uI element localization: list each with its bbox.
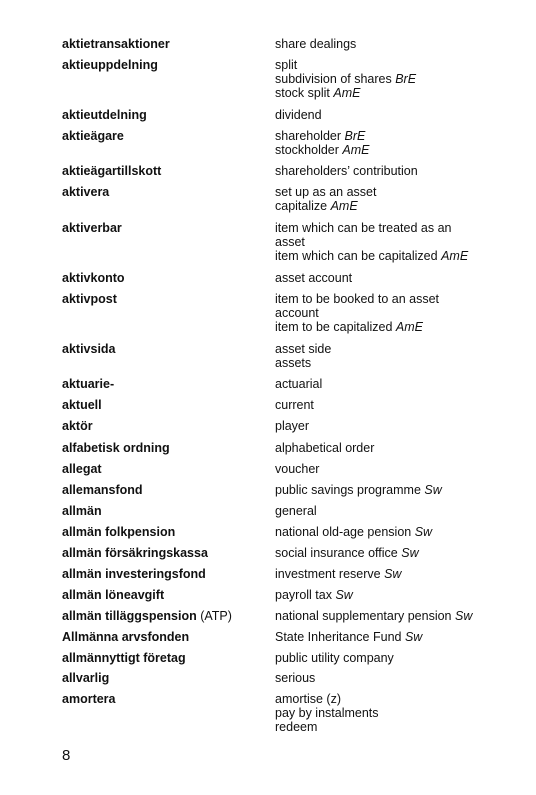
translation-line xyxy=(275,588,525,602)
headword-text: aktieutdelning xyxy=(62,108,147,122)
translation-block xyxy=(275,630,525,644)
translation-line xyxy=(275,72,525,86)
headword xyxy=(62,419,93,433)
headword-text: allmän investeringsfond xyxy=(62,567,206,581)
headword-text: amortera xyxy=(62,692,116,706)
headword xyxy=(62,671,109,685)
translation-line xyxy=(275,164,525,178)
translation-block xyxy=(275,651,525,665)
translation-text: social insurance office xyxy=(275,546,402,560)
translation-line xyxy=(275,377,525,391)
usage-label: AmE xyxy=(333,86,361,100)
headword xyxy=(62,441,170,455)
usage-label: Sw xyxy=(335,588,353,602)
translation-text: general xyxy=(275,504,317,518)
headword-text: allemansfond xyxy=(62,483,143,497)
translation-block xyxy=(275,441,525,455)
translation-text: item which can be treated as an xyxy=(275,221,452,235)
headword xyxy=(62,462,102,476)
translation-block xyxy=(275,609,525,623)
translation-line xyxy=(275,567,525,581)
translation-text: shareholders’ contribution xyxy=(275,164,418,178)
headword xyxy=(62,609,232,623)
translation-line xyxy=(275,221,525,235)
translation-block xyxy=(275,185,525,213)
translation-block xyxy=(275,525,525,539)
translation-text: player xyxy=(275,419,310,433)
usage-label: AmE xyxy=(330,199,358,213)
headword-abbreviation: (ATP) xyxy=(196,609,232,623)
usage-label: AmE xyxy=(395,320,423,334)
usage-label: Sw xyxy=(414,525,433,539)
headword-text: aktieuppdelning xyxy=(62,58,158,72)
translation-block xyxy=(275,419,525,433)
headword-text: alfabetisk ordning xyxy=(62,441,170,455)
translation-block xyxy=(275,108,525,122)
translation-block xyxy=(275,292,525,334)
headword-text: aktieägare xyxy=(62,129,124,143)
translation-block xyxy=(275,462,525,476)
translation-line xyxy=(275,398,525,412)
translation-line xyxy=(275,292,525,306)
translation-text: item which can be capitalized xyxy=(275,249,442,263)
translation-block xyxy=(275,342,525,370)
translation-text: State Inheritance Fund xyxy=(275,630,405,644)
headword-text: aktivpost xyxy=(62,292,117,306)
translation-block xyxy=(275,504,525,518)
translation-line xyxy=(275,630,525,644)
translation-line xyxy=(275,720,525,734)
translation-line xyxy=(275,706,525,720)
headword-text: aktietransaktioner xyxy=(62,37,170,51)
headword xyxy=(62,58,158,72)
headword xyxy=(62,692,116,706)
translation-line xyxy=(275,504,525,518)
translation-line xyxy=(275,441,525,455)
translation-text: item to be booked to an asset xyxy=(275,292,439,306)
translation-line xyxy=(275,249,525,263)
translation-line xyxy=(275,199,525,213)
translation-line xyxy=(275,483,525,497)
page-number: 8 xyxy=(62,747,71,764)
translation-block xyxy=(275,271,525,285)
translation-line xyxy=(275,525,525,539)
translation-line xyxy=(275,546,525,560)
translation-text: item to be capitalized xyxy=(275,320,396,334)
headword xyxy=(62,483,143,497)
usage-label: Sw xyxy=(424,483,442,497)
translation-line xyxy=(275,320,525,334)
translation-line xyxy=(275,37,525,51)
translation-text: voucher xyxy=(275,462,320,476)
headword-text: aktör xyxy=(62,419,93,433)
headword xyxy=(62,271,125,285)
headword xyxy=(62,377,114,391)
translation-block xyxy=(275,58,525,100)
translation-block xyxy=(275,398,525,412)
headword xyxy=(62,342,116,356)
translation-line xyxy=(275,609,525,623)
translation-text: serious xyxy=(275,671,316,685)
translation-text: redeem xyxy=(275,720,318,734)
headword-text: aktivsida xyxy=(62,342,116,356)
translation-line xyxy=(275,143,525,157)
translation-text: asset account xyxy=(275,271,353,285)
translation-line xyxy=(275,419,525,433)
usage-label: BrE xyxy=(395,72,417,86)
headword-text: aktieägartillskott xyxy=(62,164,162,178)
headword xyxy=(62,504,102,518)
headword-text: allvarlig xyxy=(62,671,110,685)
usage-label: BrE xyxy=(344,129,366,143)
translation-text: payroll tax xyxy=(275,588,336,602)
translation-block xyxy=(275,221,525,263)
translation-text: share dealings xyxy=(275,37,357,51)
translation-text: asset side xyxy=(275,342,332,356)
translation-line xyxy=(275,58,525,72)
translation-line xyxy=(275,129,525,143)
translation-text: national old-age pension xyxy=(275,525,415,539)
usage-label: AmE xyxy=(342,143,370,157)
translation-text: assets xyxy=(275,356,312,370)
headword xyxy=(62,567,206,581)
translation-text: stockholder xyxy=(275,143,343,157)
headword xyxy=(62,129,124,143)
translation-line xyxy=(275,651,525,665)
headword xyxy=(62,292,117,306)
translation-text: dividend xyxy=(275,108,322,122)
translation-text: stock split xyxy=(275,86,334,100)
translation-text: investment reserve xyxy=(275,567,385,581)
headword-text: Allmänna arvsfonden xyxy=(62,630,190,644)
translation-block xyxy=(275,692,525,734)
headword xyxy=(62,185,109,199)
translation-line xyxy=(275,306,525,320)
translation-line xyxy=(275,342,525,356)
headword-text: allmän folkpension xyxy=(62,525,176,539)
translation-text: shareholder xyxy=(275,129,345,143)
headword xyxy=(62,164,161,178)
translation-block xyxy=(275,483,525,497)
headword xyxy=(62,588,164,602)
translation-block xyxy=(275,546,525,560)
translation-line xyxy=(275,356,525,370)
translation-text: actuarial xyxy=(275,377,323,391)
translation-block xyxy=(275,37,525,51)
headword xyxy=(62,108,147,122)
translation-text: set up as an asset xyxy=(275,185,377,199)
headword xyxy=(62,398,102,412)
translation-text: subdivision of shares xyxy=(275,72,396,86)
translation-text: alphabetical order xyxy=(275,441,375,455)
translation-text: current xyxy=(275,398,314,412)
headword-text: allmännyttigt företag xyxy=(62,651,186,665)
headword-text: allegat xyxy=(62,462,102,476)
translation-line xyxy=(275,462,525,476)
translation-line xyxy=(275,108,525,122)
usage-label: Sw xyxy=(384,567,402,581)
translation-line xyxy=(275,692,525,706)
headword-text: aktivera xyxy=(62,185,110,199)
translation-line xyxy=(275,235,525,249)
headword xyxy=(62,525,175,539)
translation-block xyxy=(275,164,525,178)
translation-text: capitalize xyxy=(275,199,331,213)
translation-line xyxy=(275,185,525,199)
headword-text: aktuarie- xyxy=(62,377,115,391)
headword xyxy=(62,546,208,560)
headword-text: allmän xyxy=(62,504,102,518)
headword-text: aktivkonto xyxy=(62,271,125,285)
usage-label: Sw xyxy=(404,630,423,644)
translation-text: pay by instalments xyxy=(275,706,379,720)
headword xyxy=(62,630,189,644)
translation-text: public savings programme xyxy=(275,483,425,497)
usage-label: AmE xyxy=(441,249,469,263)
translation-line xyxy=(275,671,525,685)
headword-text: aktiverbar xyxy=(62,221,122,235)
headword-text: aktuell xyxy=(62,398,102,412)
headword-text: allmän löneavgift xyxy=(62,588,165,602)
headword xyxy=(62,37,170,51)
translation-block xyxy=(275,377,525,391)
translation-block xyxy=(275,588,525,602)
translation-text: public utility company xyxy=(275,651,394,665)
usage-label: Sw xyxy=(454,609,473,623)
translation-text: amortise (z) xyxy=(275,692,341,706)
headword xyxy=(62,221,122,235)
translation-line xyxy=(275,271,525,285)
translation-text: split xyxy=(275,58,298,72)
translation-text: account xyxy=(275,306,319,320)
translation-block xyxy=(275,671,525,685)
translation-text: asset xyxy=(275,235,305,249)
headword xyxy=(62,651,186,665)
headword-text: allmän tilläggspension xyxy=(62,609,197,623)
headword-text: allmän försäkringskassa xyxy=(62,546,208,560)
translation-block xyxy=(275,129,525,157)
translation-text: national supplementary pension xyxy=(275,609,455,623)
translation-block xyxy=(275,567,525,581)
translation-line xyxy=(275,86,525,100)
usage-label: Sw xyxy=(401,546,419,560)
